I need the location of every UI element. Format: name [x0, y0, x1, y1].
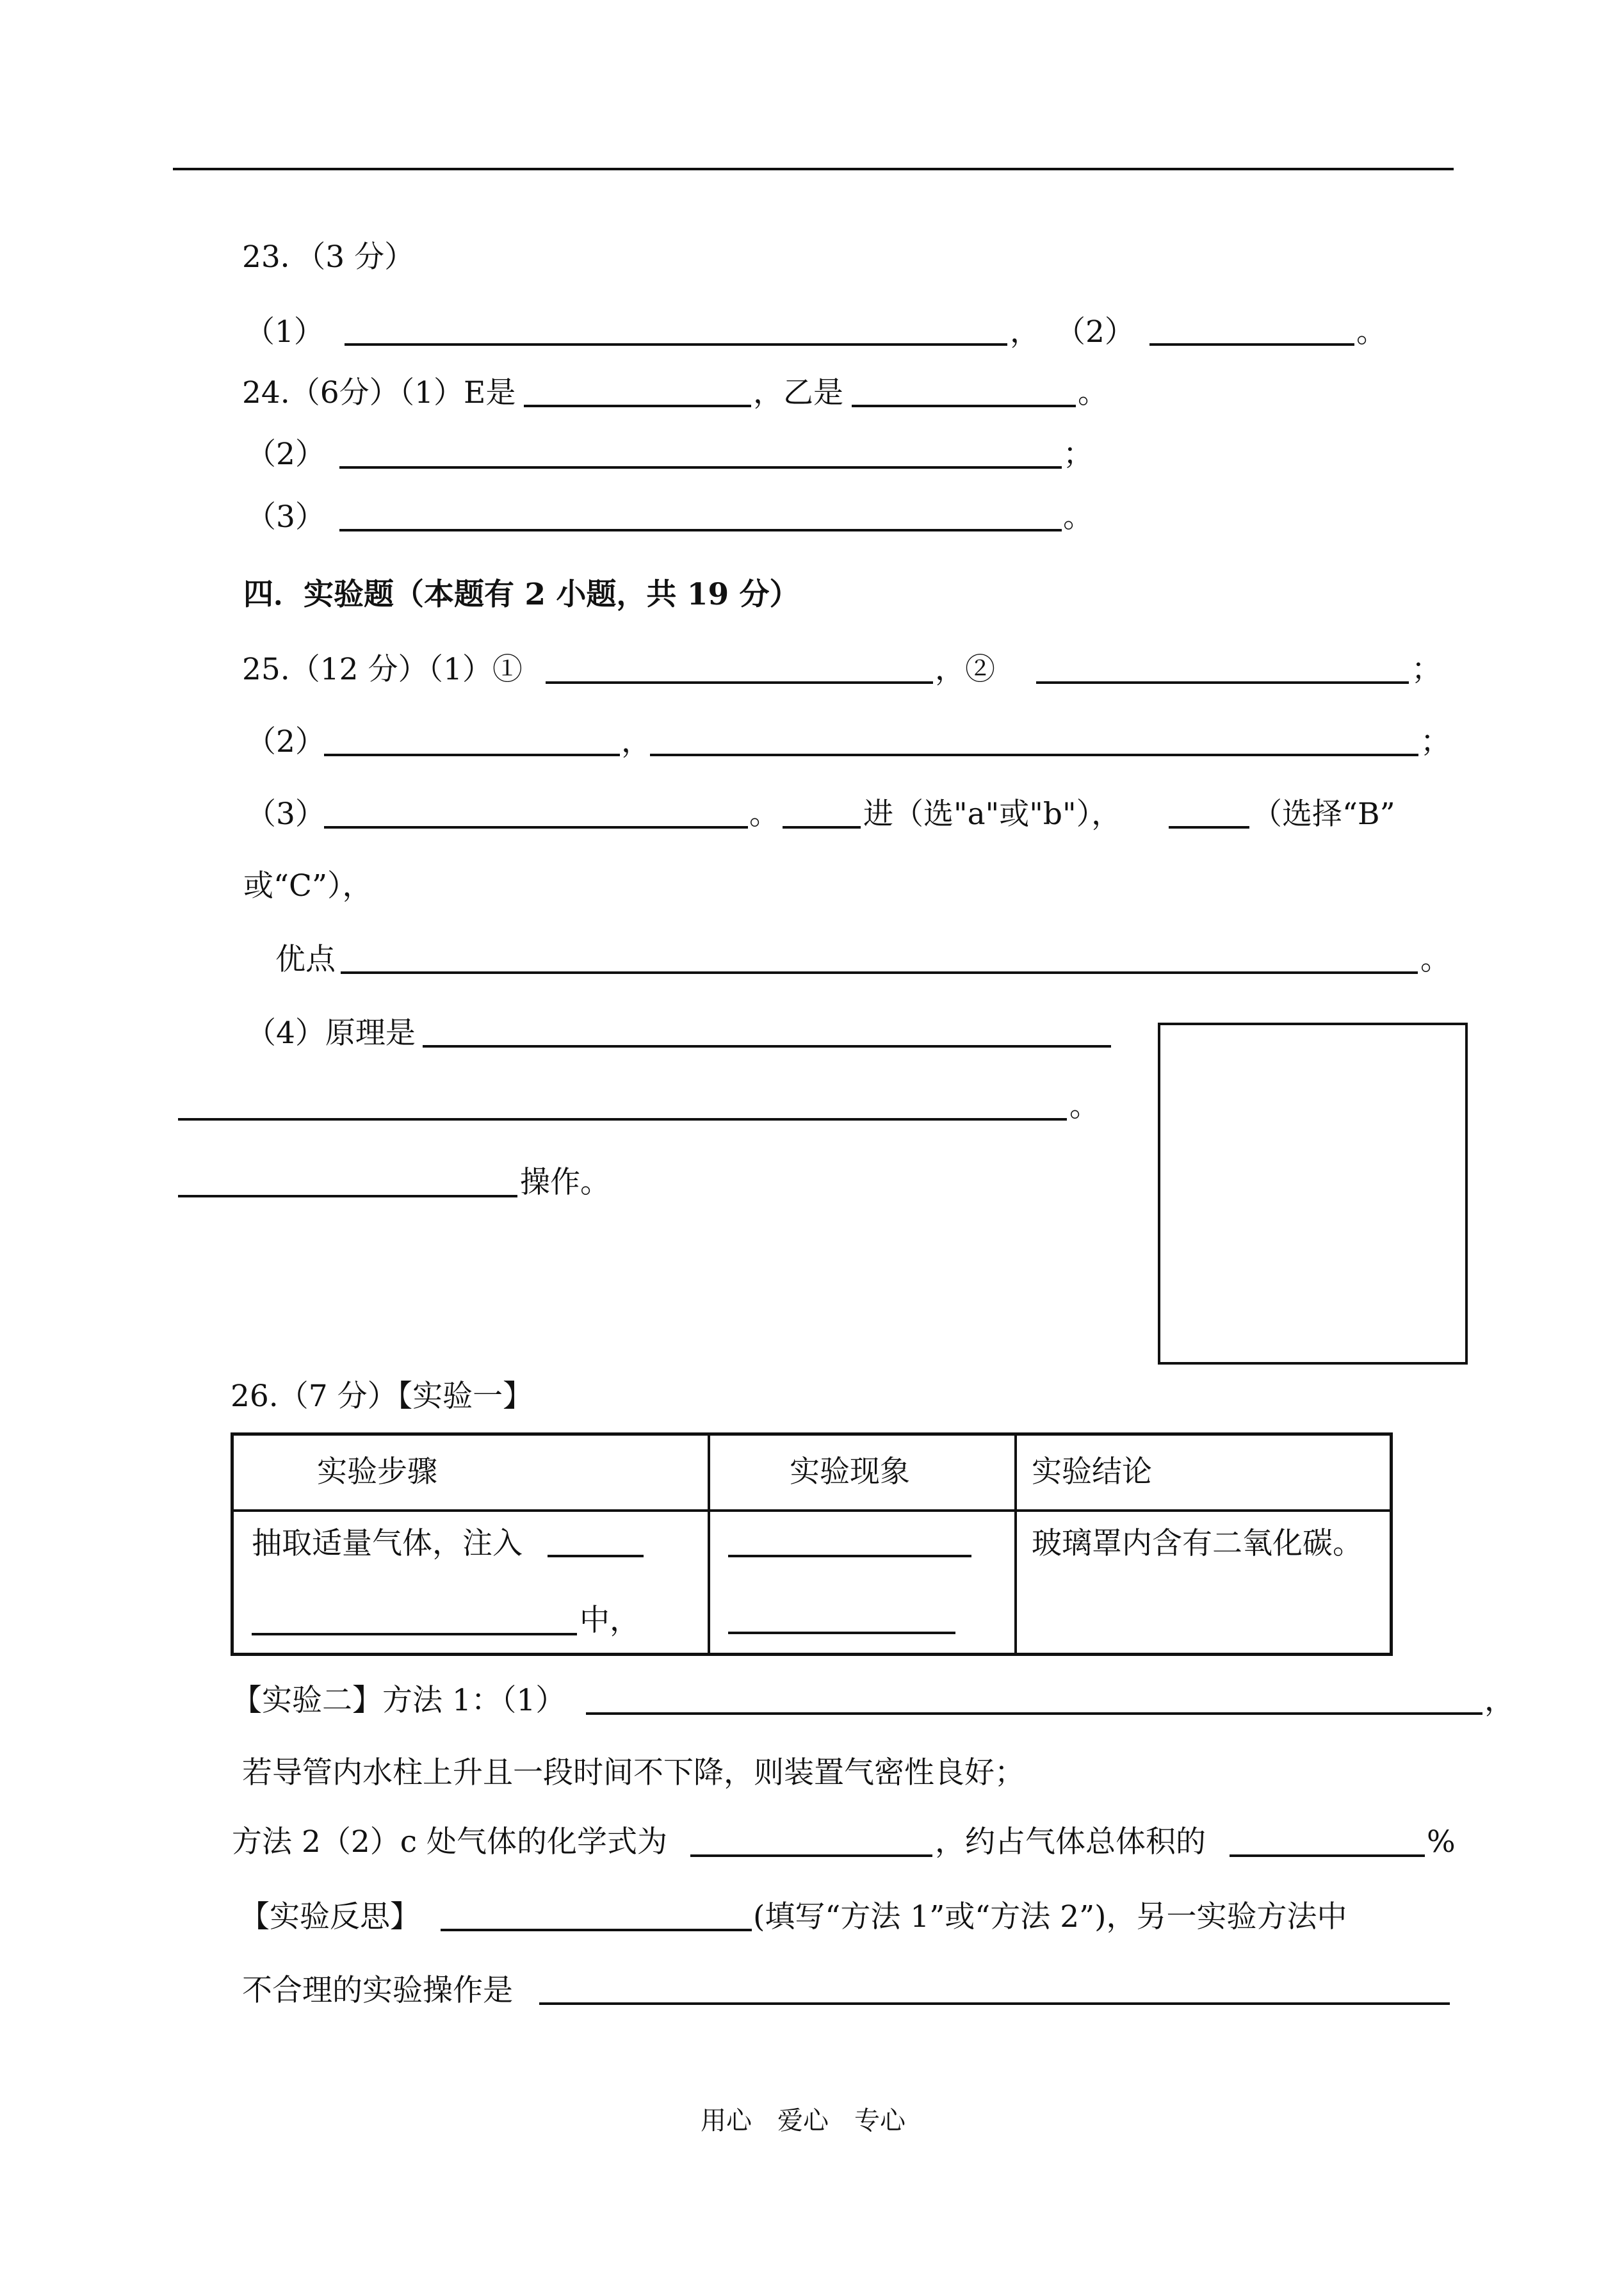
- q24-part3-label: （3）: [246, 499, 325, 535]
- table-phenomenon-blank-b[interactable]: [728, 1632, 955, 1634]
- q23-part2-label: （2）: [1055, 314, 1135, 350]
- q26-percent-sign: %: [1427, 1824, 1456, 1860]
- q26-reflect-blank[interactable]: [441, 1929, 752, 1931]
- q24-header: 24.（6分）（1）E是: [242, 375, 516, 410]
- q26-exp2-comma: ，: [1484, 1683, 1514, 1718]
- q25-inlet-blank[interactable]: [783, 826, 861, 829]
- q25-choose-label: （选择“B”: [1252, 797, 1395, 832]
- q25-principle-blank-a[interactable]: [423, 1045, 1111, 1048]
- q25-operation-blank[interactable]: [178, 1195, 517, 1197]
- q25-period3: 。: [749, 797, 779, 832]
- q25-or-c: 或“C”），: [243, 868, 373, 904]
- q24-semicolon: ；: [1063, 437, 1093, 472]
- q23-period: 。: [1356, 314, 1386, 350]
- q23-part1-label: （1）: [245, 314, 324, 350]
- table-step-text: 抽取适量气体，注入: [252, 1526, 523, 1561]
- q23-comma: ，: [1010, 314, 1040, 350]
- q24-e-blank[interactable]: [524, 405, 751, 407]
- footer-text: 用心 爱心 专心: [701, 2106, 905, 2136]
- q26-exp2-blank[interactable]: [586, 1712, 1482, 1715]
- q26-airtight-text: 若导管内水柱上升且一段时间不下降，则装置气密性良好；: [242, 1755, 1025, 1790]
- q25-header: 25.（12 分）（1）①: [242, 652, 523, 687]
- q26-formula-blank[interactable]: [690, 1854, 932, 1857]
- table-step-suffix: 中，: [580, 1603, 640, 1638]
- header-rule: [173, 168, 1454, 170]
- q24-period: 。: [1078, 375, 1108, 410]
- q24-part2-label: （2）: [246, 437, 325, 472]
- table-header-steps: 实验步骤: [317, 1454, 437, 1489]
- q26-volume-label: ，约占气体总体积的: [935, 1824, 1206, 1860]
- q24-yi-blank[interactable]: [852, 405, 1076, 407]
- q25-answer1b-blank[interactable]: [1036, 681, 1409, 684]
- q25-principle-blank-b[interactable]: [178, 1118, 1067, 1121]
- q26-reflect-label: 【实验反思】: [240, 1899, 420, 1934]
- q25-semicolon1: ；: [1411, 652, 1441, 687]
- q25-inlet-label: 进（选"a"或"b"），: [863, 797, 1122, 832]
- table-header-conclusion: 实验结论: [1032, 1454, 1152, 1489]
- table-header-phenomenon: 实验现象: [790, 1454, 910, 1489]
- section-title: 四．实验题（本题有 2 小题，共 19 分）: [243, 577, 800, 612]
- table-step-blank-a[interactable]: [548, 1555, 644, 1557]
- table-divider-1: [708, 1436, 710, 1653]
- q23-header: 23．（3 分）: [242, 239, 415, 275]
- q25-comma2: ，: [621, 724, 651, 759]
- q26-header: 26.（7 分）【实验一】: [231, 1379, 533, 1414]
- q23-answer1-blank[interactable]: [345, 343, 1007, 346]
- experiment-table: [231, 1432, 1393, 1656]
- q26-percent-blank[interactable]: [1230, 1854, 1425, 1857]
- q25-part2-label: （2）: [246, 724, 325, 759]
- q24-answer2-blank[interactable]: [339, 466, 1062, 469]
- q25-circle2-label: ，②: [935, 652, 995, 687]
- q24-answer3-blank[interactable]: [339, 529, 1062, 531]
- q25-answer1a-blank[interactable]: [546, 681, 933, 684]
- q25-operation-label: 操作。: [520, 1165, 610, 1200]
- q25-answer2b-blank[interactable]: [650, 754, 1418, 756]
- q26-exp2-label: 【实验二】方法 1：（1）: [232, 1683, 566, 1718]
- table-step-blank-b[interactable]: [252, 1633, 577, 1635]
- q24-yi-label: ，乙是: [753, 375, 843, 410]
- q25-advantage-blank[interactable]: [341, 971, 1418, 974]
- q26-unreasonable-label: 不合理的实验操作是: [242, 1973, 513, 2008]
- q26-method2-label: 方法 2（2）c 处气体的化学式为: [232, 1824, 668, 1860]
- q23-answer2-blank[interactable]: [1149, 343, 1354, 346]
- q26-unreasonable-blank[interactable]: [539, 2002, 1450, 2005]
- q25-drawing-box[interactable]: [1158, 1023, 1468, 1365]
- q25-semicolon2: ；: [1420, 724, 1450, 759]
- q25-period4: 。: [1069, 1089, 1100, 1124]
- table-conclusion-text: 玻璃罩内含有二氧化碳。: [1032, 1526, 1363, 1561]
- q24-period2: 。: [1063, 499, 1093, 535]
- table-header-rule: [234, 1509, 1390, 1512]
- q25-advantage-period: 。: [1420, 942, 1450, 977]
- table-phenomenon-blank-a[interactable]: [728, 1555, 971, 1557]
- q25-choose-blank[interactable]: [1169, 826, 1249, 829]
- q26-reflect-text: (填写“方法 1”或“方法 2”)，另一实验方法中: [753, 1899, 1347, 1934]
- q25-part3-label: （3）: [246, 797, 325, 832]
- q25-answer2a-blank[interactable]: [324, 754, 620, 756]
- table-divider-2: [1014, 1436, 1017, 1653]
- q25-advantage-label: 优点: [275, 942, 336, 977]
- q25-part4-label: （4）原理是: [246, 1016, 416, 1051]
- q25-answer3-blank[interactable]: [324, 826, 748, 829]
